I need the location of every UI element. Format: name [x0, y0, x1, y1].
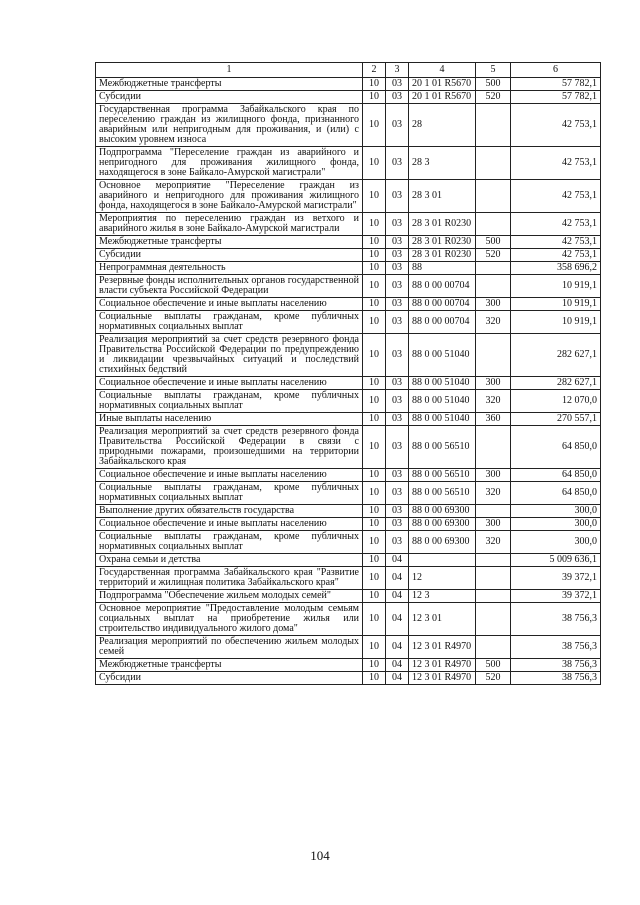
row-expense-type-cell — [476, 334, 511, 377]
row-name-cell: Межбюджетные трансферты — [96, 236, 363, 249]
row-expense-type-cell: 360 — [476, 413, 511, 426]
row-subsection-cell: 04 — [386, 603, 409, 636]
row-subsection-cell: 03 — [386, 334, 409, 377]
row-section-cell: 10 — [363, 390, 386, 413]
row-subsection-cell: 04 — [386, 590, 409, 603]
row-name-cell: Социальные выплаты гражданам, кроме публичных нормативных социальных выплат — [96, 531, 363, 554]
row-subsection-cell: 03 — [386, 104, 409, 147]
row-section-cell: 10 — [363, 275, 386, 298]
row-target-article-cell: 88 0 00 56510 — [409, 426, 476, 469]
row-amount-cell: 12 070,0 — [511, 390, 601, 413]
row-amount-cell: 282 627,1 — [511, 334, 601, 377]
row-amount-cell: 42 753,1 — [511, 213, 601, 236]
row-target-article-cell: 12 — [409, 567, 476, 590]
row-target-article-cell: 88 0 00 00704 — [409, 275, 476, 298]
row-amount-cell: 42 753,1 — [511, 236, 601, 249]
table-row — [96, 531, 601, 554]
row-amount-cell: 10 919,1 — [511, 275, 601, 298]
row-target-article-cell: 28 — [409, 104, 476, 147]
row-target-article-cell: 88 0 00 69300 — [409, 518, 476, 531]
row-expense-type-cell: 500 — [476, 236, 511, 249]
row-expense-type-cell: 500 — [476, 659, 511, 672]
table-row — [96, 469, 601, 482]
row-subsection-cell: 03 — [386, 236, 409, 249]
row-name-cell: Мероприятия по переселению граждан из ветхого и аварийного жилья в зоне Байкало-Амурской магистрали — [96, 213, 363, 236]
row-amount-cell: 38 756,3 — [511, 636, 601, 659]
row-subsection-cell: 03 — [386, 249, 409, 262]
row-amount-cell: 57 782,1 — [511, 91, 601, 104]
row-target-article-cell: 12 3 — [409, 590, 476, 603]
row-amount-cell: 10 919,1 — [511, 298, 601, 311]
header-cell: 6 — [511, 63, 601, 78]
row-subsection-cell: 03 — [386, 311, 409, 334]
row-expense-type-cell: 320 — [476, 390, 511, 413]
row-section-cell: 10 — [363, 311, 386, 334]
row-expense-type-cell: 320 — [476, 311, 511, 334]
row-subsection-cell: 04 — [386, 672, 409, 685]
row-name-cell: Социальные выплаты гражданам, кроме публичных нормативных социальных выплат — [96, 390, 363, 413]
row-target-article-cell: 28 3 — [409, 147, 476, 180]
row-amount-cell: 358 696,2 — [511, 262, 601, 275]
row-name-cell: Охрана семьи и детства — [96, 554, 363, 567]
row-name-cell: Межбюджетные трансферты — [96, 659, 363, 672]
row-amount-cell: 64 850,0 — [511, 426, 601, 469]
row-expense-type-cell: 520 — [476, 672, 511, 685]
row-name-cell: Реализация мероприятий за счет средств резервного фонда Правительства Российской Федерации по предупреждению и ликвидации чрезвычайных ситуаций и последствий стихийных бедствий — [96, 334, 363, 377]
row-name-cell: Иные выплаты населению — [96, 413, 363, 426]
row-expense-type-cell: 300 — [476, 518, 511, 531]
row-target-article-cell: 28 3 01 R0230 — [409, 213, 476, 236]
table-header-row — [96, 63, 601, 78]
row-target-article-cell: 88 0 00 56510 — [409, 482, 476, 505]
row-name-cell: Социальное обеспечение и иные выплаты населению — [96, 298, 363, 311]
row-subsection-cell: 03 — [386, 426, 409, 469]
row-amount-cell: 38 756,3 — [511, 603, 601, 636]
row-section-cell: 10 — [363, 636, 386, 659]
row-amount-cell: 270 557,1 — [511, 413, 601, 426]
row-target-article-cell: 20 1 01 R5670 — [409, 78, 476, 91]
row-amount-cell: 300,0 — [511, 531, 601, 554]
table-row — [96, 590, 601, 603]
row-target-article-cell: 88 0 00 51040 — [409, 377, 476, 390]
row-section-cell: 10 — [363, 249, 386, 262]
row-subsection-cell: 03 — [386, 413, 409, 426]
row-section-cell: 10 — [363, 554, 386, 567]
row-target-article-cell: 28 3 01 R0230 — [409, 236, 476, 249]
table-row — [96, 659, 601, 672]
row-subsection-cell: 03 — [386, 91, 409, 104]
row-name-cell: Субсидии — [96, 672, 363, 685]
row-amount-cell: 5 009 636,1 — [511, 554, 601, 567]
row-expense-type-cell — [476, 567, 511, 590]
row-target-article-cell: 88 0 00 00704 — [409, 311, 476, 334]
row-expense-type-cell — [476, 180, 511, 213]
row-section-cell: 10 — [363, 262, 386, 275]
row-section-cell: 10 — [363, 590, 386, 603]
table-row — [96, 298, 601, 311]
row-name-cell: Субсидии — [96, 91, 363, 104]
row-target-article-cell: 28 3 01 — [409, 180, 476, 213]
row-expense-type-cell — [476, 603, 511, 636]
row-target-article-cell: 88 0 00 51040 — [409, 413, 476, 426]
table-row — [96, 311, 601, 334]
table-row — [96, 518, 601, 531]
table-row — [96, 426, 601, 469]
row-section-cell: 10 — [363, 334, 386, 377]
row-expense-type-cell — [476, 262, 511, 275]
header-cell: 3 — [386, 63, 409, 78]
row-target-article-cell: 88 0 00 69300 — [409, 505, 476, 518]
row-subsection-cell: 03 — [386, 262, 409, 275]
header-cell: 4 — [409, 63, 476, 78]
row-amount-cell: 300,0 — [511, 505, 601, 518]
row-section-cell: 10 — [363, 298, 386, 311]
row-expense-type-cell: 300 — [476, 298, 511, 311]
row-name-cell: Выполнение других обязательств государства — [96, 505, 363, 518]
table-row — [96, 91, 601, 104]
row-section-cell: 10 — [363, 78, 386, 91]
row-amount-cell: 42 753,1 — [511, 180, 601, 213]
row-name-cell: Социальные выплаты гражданам, кроме публичных нормативных социальных выплат — [96, 482, 363, 505]
budget-table-body — [96, 63, 601, 685]
row-subsection-cell: 03 — [386, 482, 409, 505]
row-subsection-cell: 03 — [386, 213, 409, 236]
row-subsection-cell: 03 — [386, 275, 409, 298]
row-name-cell: Социальное обеспечение и иные выплаты населению — [96, 518, 363, 531]
row-expense-type-cell: 300 — [476, 469, 511, 482]
row-name-cell: Государственная программа Забайкальского края по переселению граждан из жилищного фонда, признанного аварийным или непригодным для проживания, и (или) с высоким уровнем износа — [96, 104, 363, 147]
row-amount-cell: 282 627,1 — [511, 377, 601, 390]
row-expense-type-cell — [476, 636, 511, 659]
row-expense-type-cell: 320 — [476, 531, 511, 554]
row-name-cell: Резервные фонды исполнительных органов государственной власти субъекта Российской Федерации — [96, 275, 363, 298]
row-expense-type-cell — [476, 554, 511, 567]
row-subsection-cell: 03 — [386, 147, 409, 180]
table-row — [96, 78, 601, 91]
row-subsection-cell: 03 — [386, 298, 409, 311]
row-target-article-cell: 12 3 01 R4970 — [409, 659, 476, 672]
row-subsection-cell: 03 — [386, 78, 409, 91]
row-subsection-cell: 03 — [386, 531, 409, 554]
row-subsection-cell: 03 — [386, 505, 409, 518]
row-section-cell: 10 — [363, 236, 386, 249]
row-target-article-cell: 12 3 01 — [409, 603, 476, 636]
row-subsection-cell: 03 — [386, 469, 409, 482]
row-section-cell: 10 — [363, 91, 386, 104]
row-section-cell: 10 — [363, 180, 386, 213]
row-section-cell: 10 — [363, 213, 386, 236]
page-number: 104 — [310, 848, 330, 863]
row-section-cell: 10 — [363, 469, 386, 482]
table-row — [96, 505, 601, 518]
table-row — [96, 482, 601, 505]
row-name-cell: Основное мероприятие "Предоставление молодым семьям социальных выплат на приобретение жилья или строительство индивидуального жилого дома" — [96, 603, 363, 636]
row-amount-cell: 10 919,1 — [511, 311, 601, 334]
table-row — [96, 249, 601, 262]
row-section-cell: 10 — [363, 147, 386, 180]
row-section-cell: 10 — [363, 377, 386, 390]
row-target-article-cell — [409, 554, 476, 567]
row-name-cell: Непрограммная деятельность — [96, 262, 363, 275]
row-expense-type-cell: 300 — [476, 377, 511, 390]
table-row — [96, 567, 601, 590]
row-section-cell: 10 — [363, 482, 386, 505]
row-amount-cell: 39 372,1 — [511, 567, 601, 590]
row-target-article-cell: 12 3 01 R4970 — [409, 672, 476, 685]
table-row — [96, 213, 601, 236]
row-expense-type-cell: 520 — [476, 249, 511, 262]
row-expense-type-cell — [476, 275, 511, 298]
row-name-cell: Государственная программа Забайкальского края "Развитие территорий и жилищная политика Забайкальского края" — [96, 567, 363, 590]
row-target-article-cell: 88 0 00 56510 — [409, 469, 476, 482]
row-name-cell: Реализация мероприятий за счет средств резервного фонда Правительства Российской Федерации в связи с природными пожарами, произошедшими на территории Забайкальского края — [96, 426, 363, 469]
row-target-article-cell: 28 3 01 R0230 — [409, 249, 476, 262]
row-expense-type-cell: 520 — [476, 91, 511, 104]
row-amount-cell: 64 850,0 — [511, 469, 601, 482]
row-expense-type-cell — [476, 426, 511, 469]
row-target-article-cell: 88 — [409, 262, 476, 275]
table-row — [96, 147, 601, 180]
table-row — [96, 262, 601, 275]
table-row — [96, 390, 601, 413]
row-section-cell: 10 — [363, 104, 386, 147]
row-name-cell: Реализация мероприятий по обеспечению жильем молодых семей — [96, 636, 363, 659]
row-section-cell: 10 — [363, 413, 386, 426]
table-row — [96, 672, 601, 685]
row-name-cell: Социальные выплаты гражданам, кроме публичных нормативных социальных выплат — [96, 311, 363, 334]
row-name-cell: Подпрограмма "Обеспечение жильем молодых семей" — [96, 590, 363, 603]
row-expense-type-cell — [476, 505, 511, 518]
row-expense-type-cell: 500 — [476, 78, 511, 91]
header-cell: 5 — [476, 63, 511, 78]
row-subsection-cell: 03 — [386, 390, 409, 413]
budget-table — [95, 62, 601, 685]
row-name-cell: Социальное обеспечение и иные выплаты населению — [96, 377, 363, 390]
row-name-cell: Субсидии — [96, 249, 363, 262]
row-target-article-cell: 88 0 00 00704 — [409, 298, 476, 311]
row-section-cell: 10 — [363, 659, 386, 672]
table-row — [96, 636, 601, 659]
row-subsection-cell: 03 — [386, 518, 409, 531]
table-row — [96, 554, 601, 567]
table-row — [96, 236, 601, 249]
row-expense-type-cell — [476, 147, 511, 180]
row-expense-type-cell — [476, 590, 511, 603]
row-amount-cell: 42 753,1 — [511, 147, 601, 180]
row-name-cell: Основное мероприятие "Переселение граждан из аварийного и непригодного для проживания жилищного фонда, находящегося в зоне Байкало-Амурской магистрали" — [96, 180, 363, 213]
row-target-article-cell: 20 1 01 R5670 — [409, 91, 476, 104]
row-target-article-cell: 88 0 00 51040 — [409, 390, 476, 413]
table-row — [96, 603, 601, 636]
row-expense-type-cell — [476, 213, 511, 236]
row-amount-cell: 64 850,0 — [511, 482, 601, 505]
table-row — [96, 275, 601, 298]
row-section-cell: 10 — [363, 531, 386, 554]
row-subsection-cell: 03 — [386, 180, 409, 213]
header-cell: 1 — [96, 63, 363, 78]
row-target-article-cell: 12 3 01 R4970 — [409, 636, 476, 659]
row-section-cell: 10 — [363, 672, 386, 685]
row-amount-cell: 42 753,1 — [511, 249, 601, 262]
row-amount-cell: 42 753,1 — [511, 104, 601, 147]
row-amount-cell: 300,0 — [511, 518, 601, 531]
row-amount-cell: 38 756,3 — [511, 659, 601, 672]
table-row — [96, 180, 601, 213]
row-target-article-cell: 88 0 00 51040 — [409, 334, 476, 377]
row-subsection-cell: 04 — [386, 554, 409, 567]
row-subsection-cell: 04 — [386, 659, 409, 672]
table-row — [96, 104, 601, 147]
row-name-cell: Подпрограмма "Переселение граждан из аварийного и непригодного для проживания жилищного фонда, находящегося в зоне Байкало-Амурской магистрали" — [96, 147, 363, 180]
table-row — [96, 334, 601, 377]
row-name-cell: Межбюджетные трансферты — [96, 78, 363, 91]
table-row — [96, 413, 601, 426]
row-subsection-cell: 03 — [386, 377, 409, 390]
row-section-cell: 10 — [363, 518, 386, 531]
row-section-cell: 10 — [363, 505, 386, 518]
row-subsection-cell: 04 — [386, 567, 409, 590]
row-amount-cell: 38 756,3 — [511, 672, 601, 685]
table-row — [96, 377, 601, 390]
row-section-cell: 10 — [363, 603, 386, 636]
row-expense-type-cell — [476, 104, 511, 147]
row-target-article-cell: 88 0 00 69300 — [409, 531, 476, 554]
header-cell: 2 — [363, 63, 386, 78]
row-section-cell: 10 — [363, 567, 386, 590]
row-section-cell: 10 — [363, 426, 386, 469]
row-subsection-cell: 04 — [386, 636, 409, 659]
row-name-cell: Социальное обеспечение и иные выплаты населению — [96, 469, 363, 482]
row-expense-type-cell: 320 — [476, 482, 511, 505]
row-amount-cell: 57 782,1 — [511, 78, 601, 91]
row-amount-cell: 39 372,1 — [511, 590, 601, 603]
